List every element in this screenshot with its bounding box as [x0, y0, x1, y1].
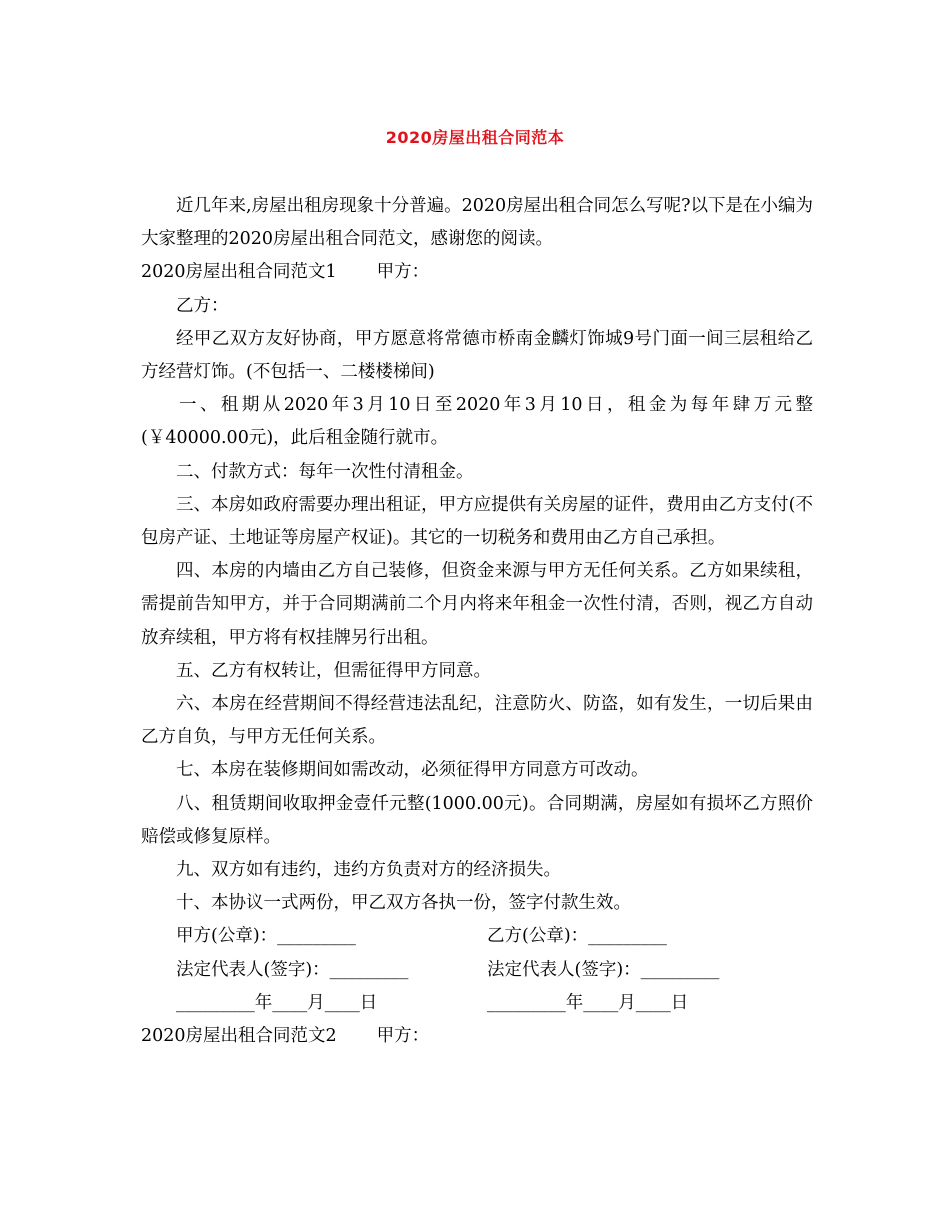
clause-9: 九、双方如有违约，违约方负责对方的经济损失。 — [176, 860, 561, 881]
document-body — [141, 190, 813, 1053]
party-a-date: _________年____月____日 — [176, 992, 378, 1013]
clause-8: 八、租赁期间收取押金壹仟元整(1000.00元)。合同期满，房屋如有损坏乙方照价赔偿或修复原样。 — [141, 793, 813, 847]
party-a-representative: 法定代表人(签字)：_________ — [176, 959, 409, 980]
section1-heading: 2020房屋出租合同范文1 — [141, 262, 337, 283]
signature-seal-row — [141, 920, 813, 953]
party-a-label: 甲方： — [376, 262, 430, 283]
signature-rep-row — [141, 954, 813, 987]
section2-heading-line — [141, 1020, 813, 1053]
preamble-paragraph: 经甲乙双方友好协商，甲方愿意将常德市桥南金麟灯饰城9号门面一间三层租给乙方经营灯饰。(不包括一、二楼楼梯间) — [141, 328, 813, 383]
intro-paragraph: 近几年来,房屋出租房现象十分普遍。2020房屋出租合同怎么写呢?以下是在小编为大家整理的2020房屋出租合同范文，感谢您的阅读。 — [141, 196, 813, 250]
section1-heading-line — [141, 256, 813, 289]
party-b-label: 乙方： — [176, 295, 229, 316]
clause-3: 三、本房如政府需要办理出租证，甲方应提供有关房屋的证件，费用由乙方支付(不包房产证、土地证等房屋产权证)。其它的一切税务和费用由乙方自己承担。 — [141, 494, 813, 549]
clause-2: 二、付款方式：每年一次性付清租金。 — [176, 461, 474, 482]
section2-heading: 2020房屋出租合同范文2 — [141, 1026, 337, 1047]
clause-4: 四、本房的内墙由乙方自己装修，但资金来源与甲方无任何关系。乙方如果续租，需提前告知甲方，并于合同期满前二个月内将来年租金一次性付清，否则，视乙方自动放弃续租，甲方将有权挂牌另行出租。 — [141, 561, 813, 648]
clause-1: 一、租期从2020年3月10日至2020年3月10日，租金为每年肆万元整(￥40000.00元)，此后租金随行就市。 — [141, 395, 813, 449]
party-a-seal: 甲方(公章)：_________ — [176, 926, 356, 947]
party-b-representative: 法定代表人(签字)：_________ — [487, 959, 720, 980]
party-b-date: _________年____月____日 — [487, 992, 689, 1013]
clause-10: 十、本协议一式两份，甲乙双方各执一份，签字付款生效。 — [176, 893, 631, 914]
clause-6: 六、本房在经营期间不得经营违法乱纪，注意防火、防盗，如有发生，一切后果由乙方自负，与甲方无任何关系。 — [141, 694, 813, 748]
party-b-seal: 乙方(公章)：_________ — [487, 926, 667, 947]
document-title: 2020房屋出租合同范本 — [385, 128, 565, 147]
signature-date-row — [141, 987, 813, 1020]
section2-party-a-label: 甲方： — [376, 1026, 430, 1047]
clause-7: 七、本房在装修期间如需改动，必须征得甲方同意方可改动。 — [176, 760, 649, 781]
clause-5: 五、乙方有权转让，但需征得甲方同意。 — [176, 660, 491, 681]
